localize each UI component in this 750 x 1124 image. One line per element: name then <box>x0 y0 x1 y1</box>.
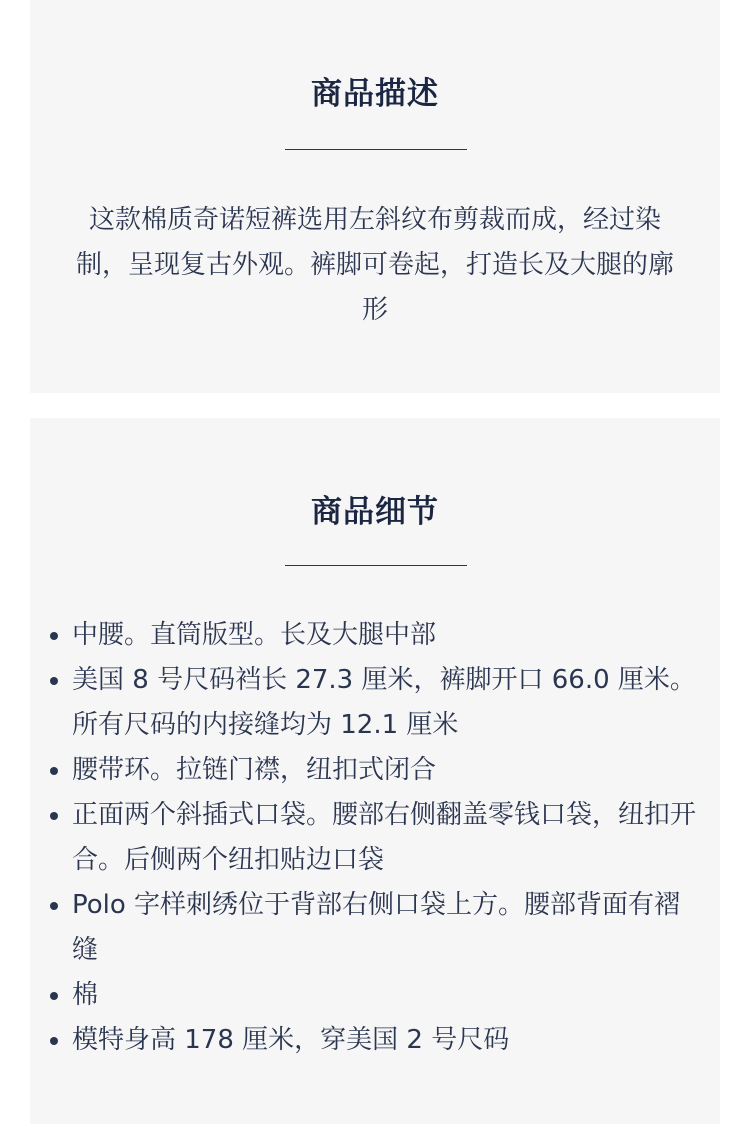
details-item-text: 正面两个斜插式口袋。腰部右侧翻盖零钱口袋，纽扣开合。后侧两个纽扣贴边口袋 <box>72 800 697 875</box>
details-list-item <box>72 658 697 748</box>
details-item-text: 腰带环。拉链门襟，纽扣式闭合 <box>72 755 437 785</box>
bullet-dot-icon <box>50 767 58 775</box>
bullet-dot-icon <box>50 677 58 685</box>
details-list-item <box>72 793 697 883</box>
details-list-item <box>72 613 697 658</box>
details-item-text: Polo 字样刺绣位于背部右侧口袋上方。腰部背面有褶缝 <box>72 890 681 965</box>
details-item-text: 模特身高 178 厘米，穿美国 2 号尺码 <box>72 1025 510 1055</box>
details-list-item <box>72 883 697 973</box>
details-title: 商品细节 <box>311 494 439 530</box>
details-list-item <box>72 973 697 1018</box>
bullet-dot-icon <box>50 1037 58 1045</box>
details-divider <box>285 565 467 566</box>
bullet-dot-icon <box>50 902 58 910</box>
description-title: 商品描述 <box>311 76 439 112</box>
details-list-item <box>72 748 697 793</box>
details-item-text: 美国 8 号尺码裆长 27.3 厘米，裤脚开口 66.0 厘米。所有尺码的内接缝均为 12.1 厘米 <box>72 665 696 740</box>
details-list <box>72 613 697 1063</box>
bullet-dot-icon <box>50 812 58 820</box>
description-text: 这款棉质奇诺短裤选用左斜纹布剪裁而成，经过染制，呈现复古外观。裤脚可卷起，打造长及大腿的廓形 <box>75 205 674 325</box>
bullet-dot-icon <box>50 992 58 1000</box>
details-item-text: 中腰。直筒版型。长及大腿中部 <box>72 620 437 650</box>
bullet-dot-icon <box>50 632 58 640</box>
description-divider <box>285 149 467 150</box>
details-list-item <box>72 1018 697 1063</box>
description-card <box>30 0 720 393</box>
details-card <box>30 418 720 1124</box>
details-item-text: 棉 <box>72 980 99 1010</box>
